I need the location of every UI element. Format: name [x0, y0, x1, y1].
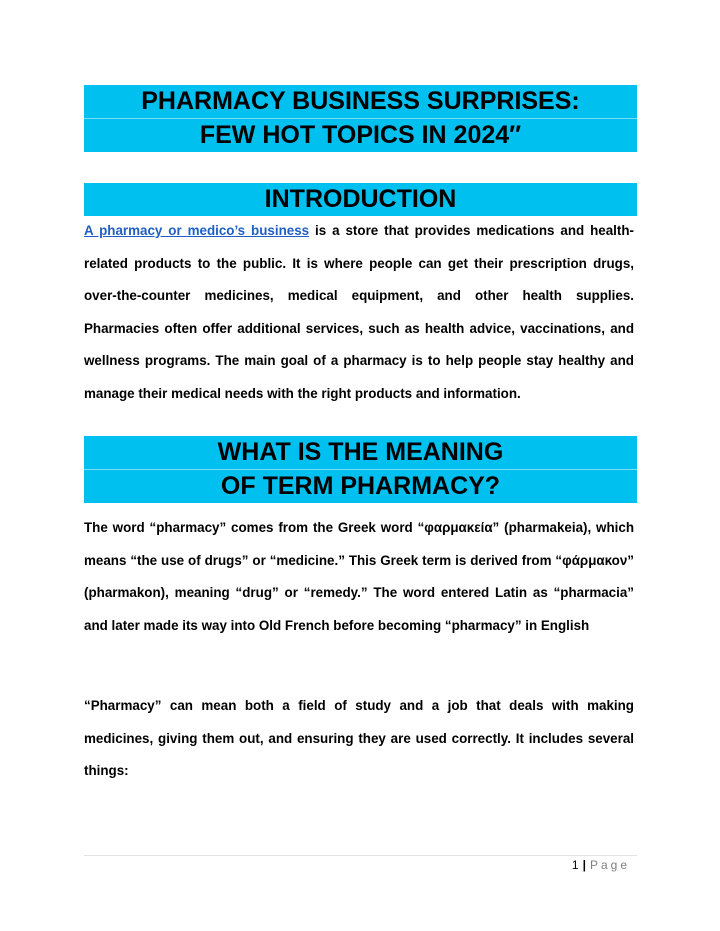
- page-footer: [572, 858, 630, 872]
- meaning-heading-banner: [84, 436, 637, 503]
- pharmacy-business-link[interactable]: A pharmacy or medico’s business: [84, 223, 310, 238]
- page-number: 1: [571, 858, 579, 872]
- document-title-line-1: PHARMACY BUSINESS SURPRISES:: [141, 87, 580, 115]
- meaning-heading-line-2: OF TERM PHARMACY?: [84, 469, 637, 503]
- meaning-paragraph-etymology: The word “pharmacy” comes from the Greek word “φαρμακεία” (pharmakeia), which means “the use of drugs” or “medicine.” This Greek term is derived from “φάρμακον” (pharmakon), meaning “drug” or “remedy.” The word entered Latin as “pharmacia” and later made its way into Old French before becoming “pharmacy” in English: [84, 520, 634, 633]
- page-label: Page: [589, 858, 630, 872]
- introduction-heading: INTRODUCTION: [264, 185, 457, 213]
- document-title-line-2: FEW HOT TOPICS IN 2024″: [84, 118, 637, 152]
- meaning-paragraph-definition: “Pharmacy” can mean both a field of study and a job that deals with making medicines, giving them out, and ensuring they are used correctly. It includes several things:: [84, 698, 634, 779]
- introduction-heading-banner: [84, 183, 637, 216]
- footer-divider: [84, 855, 637, 856]
- meaning-heading-line-1: WHAT IS THE MEANING: [217, 438, 504, 466]
- document-title-banner: [84, 85, 637, 152]
- introduction-body-text: is a store that provides medications and health-related products to the public. It is where people can get their prescription drugs, over-the-counter medicines, medical equipment, and other health supplies. Pharmacies often offer additional services, such as health advice, vaccinations, and wellness programs. The main goal of a pharmacy is to help people stay healthy and manage their medical needs with the right products and information.: [84, 223, 635, 401]
- footer-separator: |: [582, 858, 586, 872]
- introduction-paragraph: [84, 215, 634, 411]
